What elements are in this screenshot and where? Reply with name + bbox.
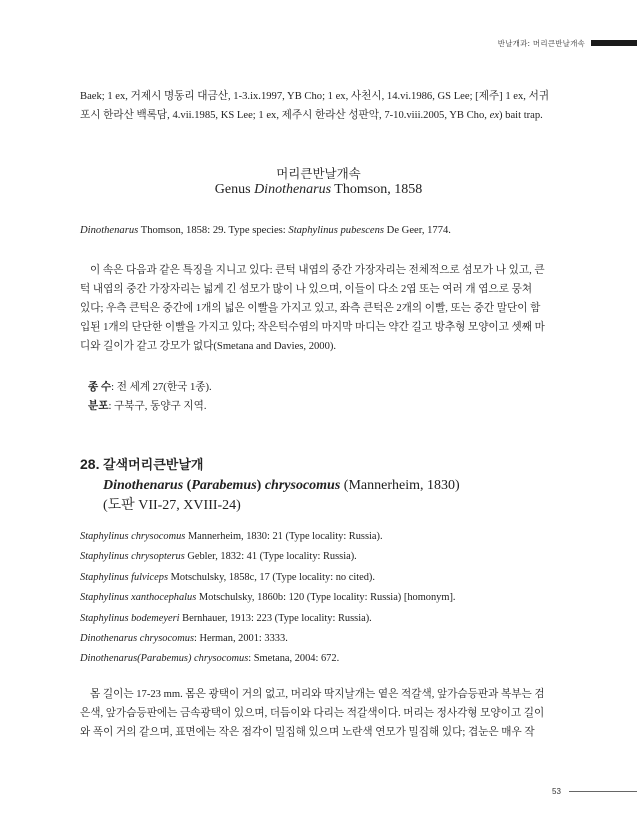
species-count: 종 수: 전 세계 27(한국 1종). [88, 382, 212, 393]
genus-description [80, 261, 557, 356]
genus-title: Genus Dinothenarus Thomson, 1858 [214, 182, 423, 197]
description-line-4: 입된 1개의 단단한 이빨을 가지고 있다; 작은턱수염의 마지막 마디는 약간 길고 방추형 모양이고 셋째 마 [80, 322, 545, 333]
records-block [80, 87, 557, 125]
records-line-1: Baek; 1 ex, 거제시 명동리 대금산, 1-3.ix.1997, YB Cho; 1 ex, 사천시, 14.vi.1986, GS Lee; [제주] 1 ex, 서귀 [80, 91, 550, 102]
synonym-entry: Staphylinus xanthocephalus Motschulsky, 1860b: 120 (Type locality: Russia) [homonym]. [80, 592, 456, 604]
footer-rule [569, 791, 637, 792]
page-number: 53 [552, 787, 561, 796]
body-line-1: 몸 길이는 17-23 mm. 몸은 광택이 거의 없고, 머리와 딱지날개는 옅은 적갈색, 앞가슴등판과 복부는 검 [90, 689, 545, 700]
synonym-entry: Staphylinus fulviceps Motschulsky, 1858c, 17 (Type locality: no cited). [80, 571, 375, 583]
running-head [498, 37, 637, 49]
species-scientific-name: Dinothenarus (Parabemus) chrysocomus (Mannerheim, 1830) [103, 478, 460, 493]
records-line-2: 포시 한라산 백록담, 4.vii.1985, KS Lee; 1 ex, 제주시 한라산 성판악, 7-10.viii.2005, YB Cho, ex) bait trap. [80, 110, 543, 121]
distribution: 분포: 구북구, 동양구 지역. [88, 401, 207, 412]
synonymy-list [80, 527, 557, 670]
synonym-entry: Staphylinus chrysopterus Gebler, 1832: 41 (Type locality: Russia). [80, 551, 357, 563]
page-footer [552, 787, 637, 796]
description-line-3: 있다; 우측 큰턱은 중간에 1개의 넓은 이빨을 가지고 있고, 좌측 큰턱은 2개의 이빨, 또는 중간 말단이 함 [80, 303, 541, 314]
genus-facts [88, 378, 565, 416]
description-line-5: 디와 길이가 같고 강모가 없다(Smetana and Davies, 2000). [80, 341, 337, 352]
synonym-entry: Dinothenarus chrysocomus: Herman, 2001: 3333. [80, 633, 288, 645]
synonym-entry: Staphylinus chrysocomus Mannerheim, 1830: 21 (Type locality: Russia). [80, 531, 383, 542]
synonym-entry: Staphylinus bodemeyeri Bernhauer, 1913: 223 (Type locality: Russia). [80, 612, 372, 624]
species-description [80, 685, 557, 742]
species-plates: (도판 VII-27, XVIII-24) [103, 498, 241, 513]
running-head-text: 반날개과: 머리큰반날개속 [497, 38, 585, 48]
running-head-bar [591, 40, 637, 46]
description-line-1: 이 속은 다음과 같은 특징을 지니고 있다: 큰턱 내엽의 중간 가장자리는 전체적으로 섬모가 나 있고, 큰 [90, 265, 545, 276]
species-title-korean: 28. 갈색머리큰반날개 [80, 456, 204, 473]
body-line-3: 와 폭이 거의 같으며, 표면에는 작은 점각이 밀집해 있으며 노란색 연모가 밀집해 있다; 겹눈은 매우 작 [80, 727, 535, 738]
body-line-2: 은색, 앞가슴등판에는 금속광택이 있으며, 더듬이와 다리는 적갈색이다. 머리는 정사각형 모양이고 길이 [80, 708, 545, 719]
genus-reference: Dinothenarus Thomson, 1858: 29. Type species: Staphylinus pubescens De Geer, 1774. [80, 225, 451, 236]
genus-title-korean: 머리큰반날개속 [276, 166, 361, 181]
species-heading [80, 455, 557, 515]
synonym-entry: Dinothenarus(Parabemus) chrysocomus: Smetana, 2004: 672. [80, 653, 340, 665]
description-line-2: 턱 내엽의 중간 가장자리는 넓게 긴 섬모가 많이 나 있으며, 이들이 다소 2엽 또는 여러 개 엽으로 뭉쳐 [80, 284, 533, 295]
